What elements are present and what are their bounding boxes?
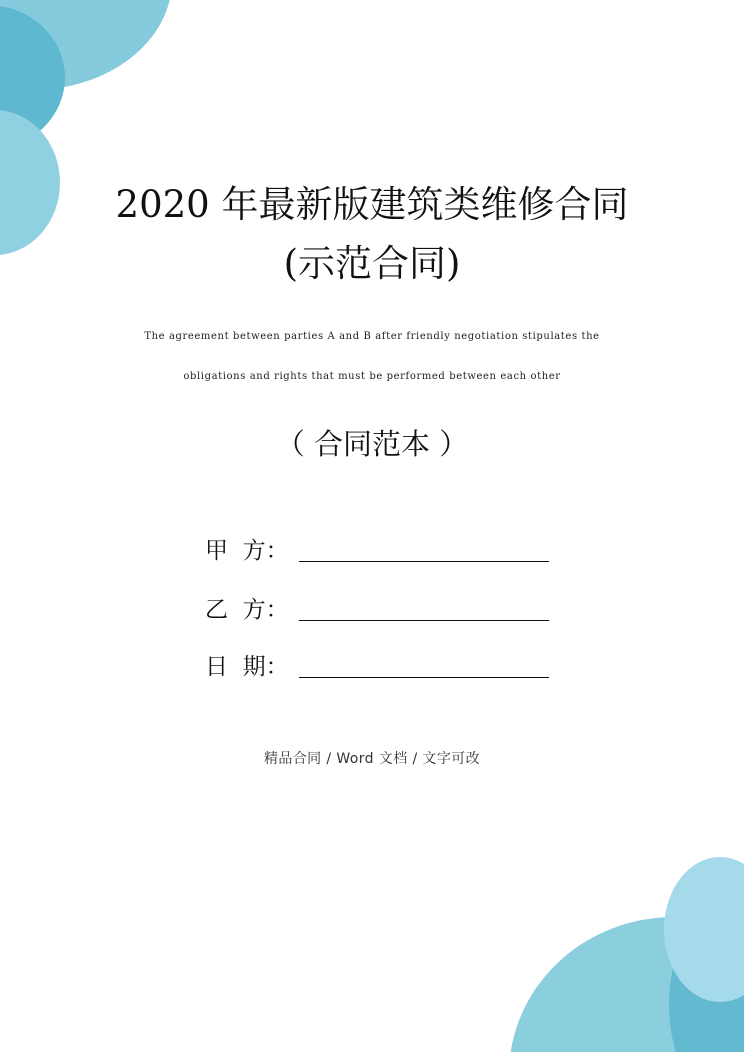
document-title-line-1: 2020 年最新版建筑类维修合同 <box>115 183 629 226</box>
document-footer-note: 精品合同 / Word 文档 / 文字可改 <box>263 751 481 767</box>
document-title-line-2: (示范合同) <box>283 242 461 285</box>
party-a-field <box>205 530 549 566</box>
party-b-label: 乙 方： <box>205 597 289 623</box>
contract-template-label: （ 合同范本 ） <box>275 427 469 461</box>
party-a-blank-line[interactable] <box>299 560 549 562</box>
english-subtitle-line-2: obligations and rights that must be performed between each other <box>183 371 561 382</box>
english-subtitle-line-1: The agreement between parties A and B after friendly negotiation stipulates the <box>144 331 600 342</box>
date-blank-line[interactable] <box>299 676 549 678</box>
date-label: 日 期： <box>205 654 289 680</box>
party-a-label: 甲 方： <box>205 538 289 564</box>
party-b-blank-line[interactable] <box>299 619 549 621</box>
party-b-field <box>205 589 549 625</box>
date-field <box>205 646 549 682</box>
